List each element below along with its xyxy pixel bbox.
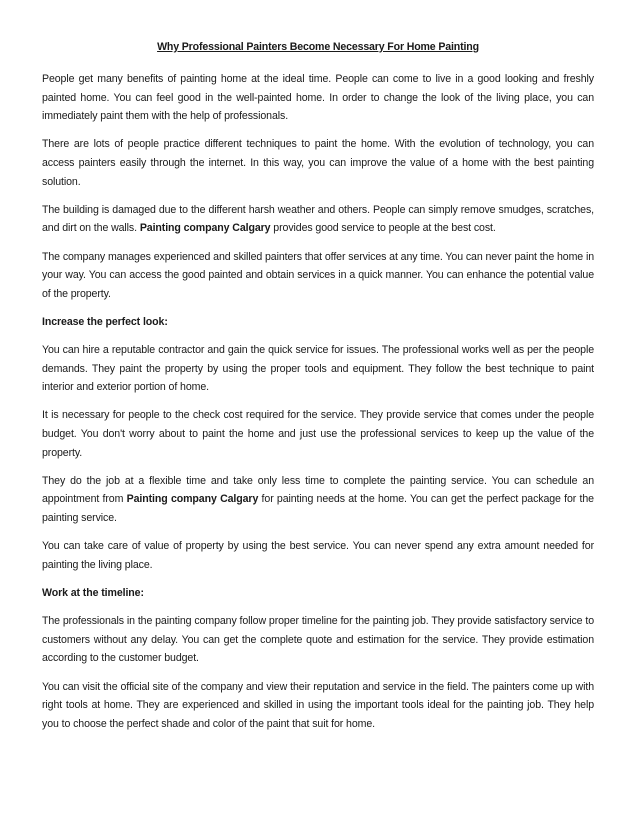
paragraph-text: for painting needs at the home. You can get the perfect package for the painting service.	[42, 493, 594, 525]
paragraph-section1-4: You can take care of value of property by using the best service. You can never spend any extra amount needed for painting the living place.	[42, 540, 594, 571]
paragraph-section2-2: You can visit the official site of the company and view their reputation and service in the field. The painters come up with right tools at home. They are experienced and skilled in using the important tools ideal for the painting job. They help you to choose the perfect shade and color of the paint that suit for home.	[42, 680, 594, 730]
page-title: Why Professional Painters Become Necessary For Home Painting	[157, 41, 479, 53]
paragraph-section1-2: It is necessary for people to the check cost required for the service. They provide service that comes under the people budget. You don't worry about to paint the home and just use the professional services to keep up the value of the property.	[42, 409, 594, 459]
paragraph-intro-1: People get many benefits of painting home at the ideal time. People can come to live in a good looking and freshly painted home. You can feel good in the well-painted home. In order to change the look of the living place, you can immediately paint them with the help of professionals.	[42, 73, 594, 123]
paragraph-text: provides good service to people at the best cost.	[270, 222, 496, 235]
paragraph-text: They do the job at a flexible time and take only less time to complete the painting service. You can schedule an appointment from	[42, 474, 594, 506]
paragraph-intro-4: The company manages experienced and skilled painters that offer services at any time. You can never paint the home in your way. You can access the good painted and obtain services in a quick manner. You can enhance the potential value of the property.	[42, 250, 594, 300]
section-heading-increase-look: Increase the perfect look:	[42, 315, 168, 328]
paragraph-text: The building is damaged due to the different harsh weather and others. People can simply remove smudges, scratches, and dirt on the walls.	[42, 203, 594, 235]
paragraph-intro-3	[42, 201, 594, 238]
bold-link-text: Painting company Calgary	[139, 222, 271, 235]
bold-link-text: Painting company Calgary	[126, 493, 259, 506]
paragraph-intro-2: There are lots of people practice different techniques to paint the home. With the evolution of technology, you can access painters easily through the internet. In this way, you can improve the value of a home with the best painting solution.	[42, 138, 594, 188]
section-heading-timeline: Work at the timeline:	[42, 587, 144, 599]
paragraph-section1-3	[42, 472, 594, 528]
paragraph-section2-1: The professionals in the painting company follow proper timeline for the painting job. They provide satisfactory service to customers without any delay. You can get the complete quote and estimation for the service. They provide estimation according to the customer budget.	[42, 615, 594, 665]
paragraph-section1-1: You can hire a reputable contractor and gain the quick service for issues. The professional works well as per the people demands. They paint the property by using the proper tools and equipment. They follow the best technique to paint interior and exterior portion of home.	[42, 344, 594, 394]
